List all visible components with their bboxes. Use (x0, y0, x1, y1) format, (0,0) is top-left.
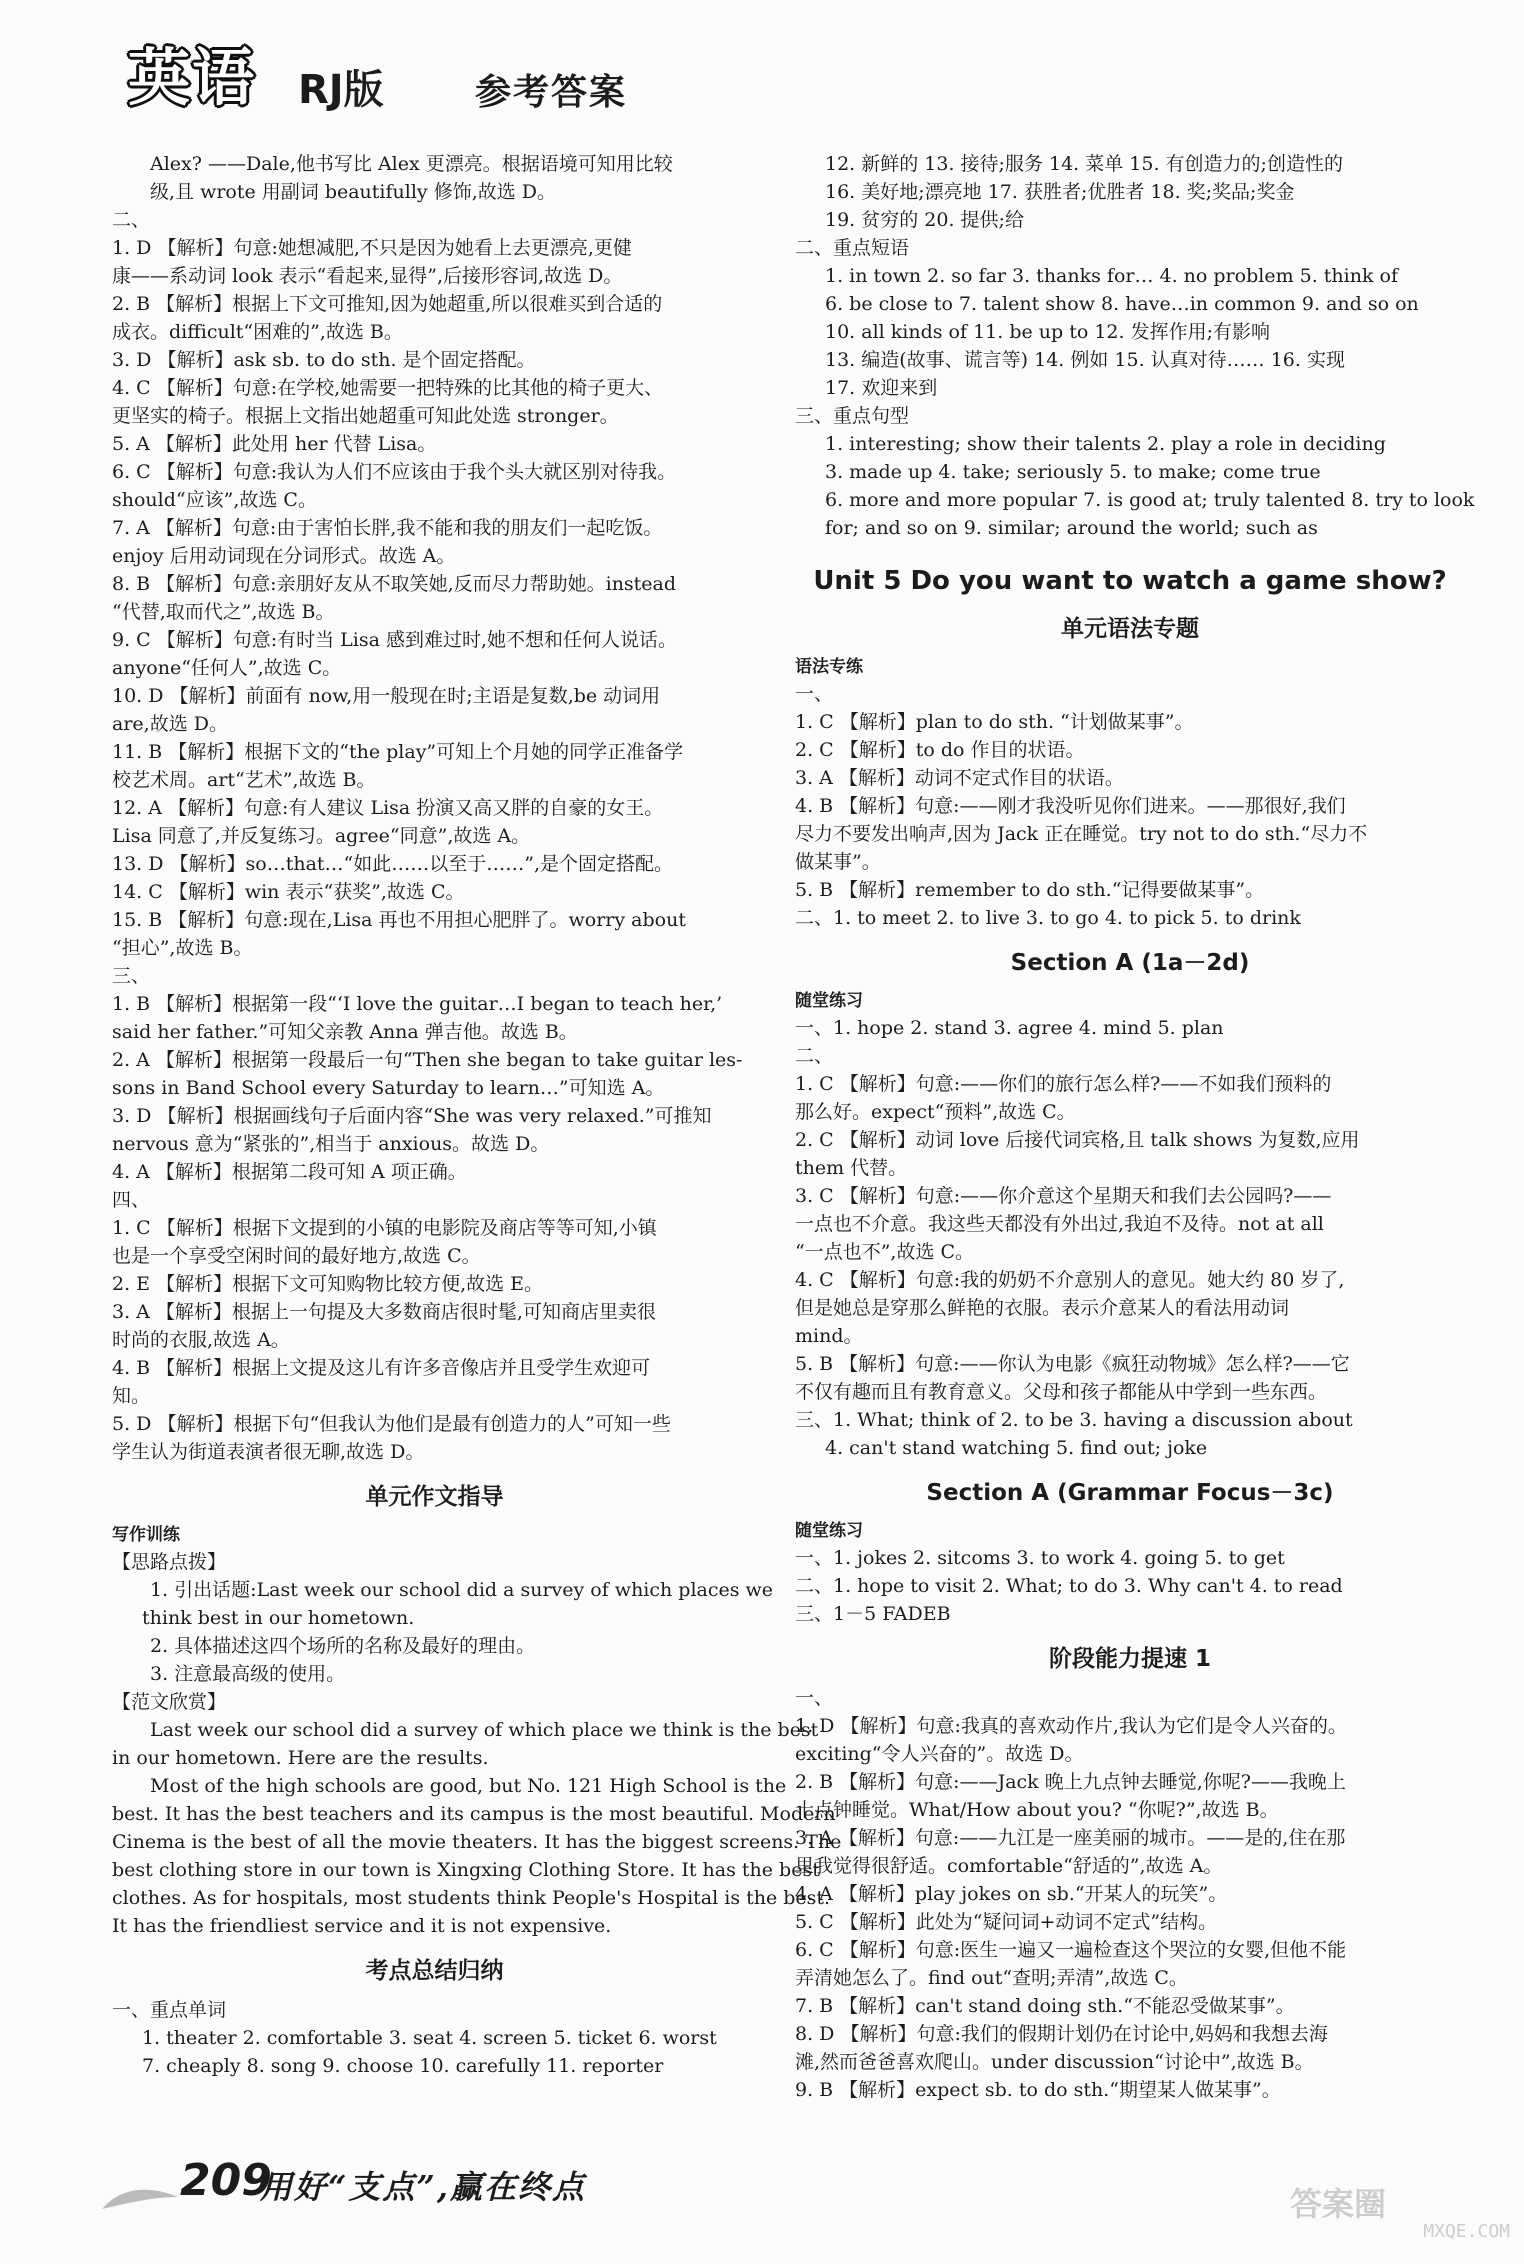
answer-line: 二、 (795, 1045, 834, 1067)
answer-line: 知。 (112, 1385, 151, 1407)
answer-line: 1. B 【解析】根据第一段“‘I love the guitar…I began to teach her,’ (112, 993, 723, 1015)
answer-line: 14. C 【解析】win 表示“获奖”,故选 C。 (112, 881, 465, 903)
answer-line: 2. 具体描述这四个场所的名称及最好的理由。 (150, 1635, 536, 1657)
answer-line: 1. 引出话题:Last week our school did a survey of which places we (150, 1579, 774, 1601)
section-heading: 单元作文指导 (365, 1484, 504, 1510)
answer-line: 4. can't stand watching 5. find out; joke (825, 1437, 1208, 1459)
subject-logo: 英语 (128, 41, 257, 114)
answer-line: 3. 注意最高级的使用。 (150, 1663, 346, 1685)
answer-line: 二、1. to meet 2. to live 3. to go 4. to pick 5. to drink (795, 907, 1301, 929)
answer-line: 2. A 【解析】根据第一段最后一句“Then she began to take guitar les- (112, 1049, 743, 1071)
answer-line: 一、1. jokes 2. sitcoms 3. to work 4. going 5. to get (795, 1547, 1285, 1569)
answer-line: 里我觉得很舒适。comfortable“舒适的”,故选 A。 (795, 1855, 1223, 1877)
answer-line: 1. D 【解析】句意:她想减肥,不只是因为她看上去更漂亮,更健 (112, 237, 632, 259)
answer-line: 1. C 【解析】plan to do sth. “计划做某事”。 (795, 711, 1194, 733)
answer-line: clothes. As for hospitals, most students think People's Hospital is the best. (112, 1887, 831, 1909)
answer-line: 11. B 【解析】根据下文的“the play”可知上个月她的同学正准备学 (112, 741, 684, 763)
answer-line: sons in Band School every Saturday to learn…”可知选 A。 (112, 1077, 665, 1099)
answer-line: 一、1. hope 2. stand 3. agree 4. mind 5. plan (795, 1017, 1224, 1039)
answer-line: 不仅有趣而且有教育意义。父母和孩子都能从中学到一些东西。 (795, 1381, 1328, 1403)
page-footer (100, 2155, 600, 2225)
answer-line: 三、1－5 FADEB (795, 1603, 951, 1625)
answer-line: 7. cheaply 8. song 9. choose 10. carefully 11. reporter (142, 2055, 664, 2077)
answer-line: 4. B 【解析】根据上文提及这儿有许多音像店并且受学生欢迎可 (112, 1357, 651, 1379)
answer-line: “一点也不”,故选 C。 (795, 1241, 975, 1263)
answer-line: 9. C 【解析】句意:有时当 Lisa 感到难过时,她不想和任何人说话。 (112, 629, 678, 651)
answer-line: 4. C 【解析】句意:我的奶奶不介意别人的意见。她大约 80 岁了, (795, 1269, 1345, 1291)
answer-line: 6. be close to 7. talent show 8. have…in common 9. and so on (825, 293, 1419, 315)
answer-line: 但是她总是穿那么鲜艳的衣服。表示介意某人的看法用动词 (795, 1297, 1290, 1319)
answer-line: 做某事”。 (795, 851, 881, 873)
answer-line: 12. 新鲜的 13. 接待;服务 14. 菜单 15. 有创造力的;创造性的 (825, 153, 1343, 175)
answer-line: 5. A 【解析】此处用 her 代替 Lisa。 (112, 433, 437, 455)
answer-line: enjoy 后用动词现在分词形式。故选 A。 (112, 545, 456, 567)
answer-line: 时尚的衣服,故选 A。 (112, 1329, 290, 1351)
answer-line: 16. 美好地;漂亮地 17. 获胜者;优胜者 18. 奖;奖品;奖金 (825, 181, 1295, 203)
answer-line: said her father.”可知父亲教 Anna 弹吉他。故选 B。 (112, 1021, 578, 1043)
answer-line: “担心”,故选 B。 (112, 937, 253, 959)
answer-line: 7. B 【解析】can't stand doing sth.“不能忍受做某事”。 (795, 1995, 1295, 2017)
watermark-url: MXQE.COM (1423, 2221, 1510, 2242)
answer-line: 1. D 【解析】句意:我真的喜欢动作片,我认为它们是令人兴奋的。 (795, 1715, 1347, 1737)
answer-line: Lisa 同意了,并反复练习。agree“同意”,故选 A。 (112, 825, 531, 847)
answer-line: 1. theater 2. comfortable 3. seat 4. screen 5. ticket 6. worst (142, 2027, 717, 2049)
answer-line: 10. all kinds of 11. be up to 12. 发挥作用;有影响 (825, 321, 1270, 343)
answer-line: 校艺术周。art“艺术”,故选 B。 (112, 769, 376, 791)
answer-line: 4. A 【解析】play jokes on sb.“开某人的玩笑”。 (795, 1883, 1228, 1905)
answer-line: 那么好。expect“预料”,故选 C。 (795, 1101, 1076, 1123)
answer-line: best clothing store in our town is Xingxing Clothing Store. It has the best (112, 1859, 820, 1881)
answer-line: 10. D 【解析】前面有 now,用一般现在时;主语是复数,be 动词用 (112, 685, 661, 707)
section-heading: 写作训练 (112, 1525, 180, 1545)
answer-line: 6. C 【解析】句意:医生一遍又一遍检查这个哭泣的女婴,但他不能 (795, 1939, 1347, 1961)
answer-line: 12. A 【解析】句意:有人建议 Lisa 扮演又高又胖的自豪的女王。 (112, 797, 664, 819)
section-heading: 随堂练习 (795, 1521, 863, 1541)
answer-line: 三、 (112, 965, 151, 987)
answer-line: 5. B 【解析】句意:——你认为电影《疯狂动物城》怎么样?——它 (795, 1353, 1350, 1375)
answer-line: 5. B 【解析】remember to do sth.“记得要做某事”。 (795, 879, 1265, 901)
page-header (110, 41, 750, 144)
answer-line: 一、 (795, 1687, 834, 1709)
page-number: 209 (180, 2155, 272, 2206)
answer-line: It has the friendliest service and it is not expensive. (112, 1915, 612, 1937)
answer-line: 【思路点拨】 (112, 1551, 227, 1573)
answer-line: 三、1. What; think of 2. to be 3. having a discussion about (795, 1409, 1353, 1431)
answer-line: 9. B 【解析】expect sb. to do sth.“期望某人做某事”。 (795, 2079, 1281, 2101)
watermark-text: 答案圈 (1290, 2185, 1387, 2223)
answer-line: 3. A 【解析】句意:——九江是一座美丽的城市。——是的,住在那 (795, 1827, 1346, 1849)
answer-line: 康——系动词 look 表示“看起来,显得”,后接形容词,故选 D。 (112, 265, 623, 287)
watermark (1290, 2185, 1510, 2256)
answer-line: 3. A 【解析】动词不定式作目的状语。 (795, 767, 1124, 789)
answer-line: should“应该”,故选 C。 (112, 489, 317, 511)
section-heading: 随堂练习 (795, 991, 863, 1011)
answer-line: 17. 欢迎来到 (825, 377, 938, 399)
answer-line: 8. D 【解析】句意:我们的假期计划仍在讨论中,妈妈和我想去海 (795, 2023, 1328, 2045)
right-column (795, 150, 1475, 2104)
answer-line: 13. 编造(故事、谎言等) 14. 例如 15. 认真对待…… 16. 实现 (825, 349, 1345, 371)
answer-line: 1. interesting; show their talents 2. play a role in deciding (825, 433, 1386, 455)
answer-line: 3. D 【解析】ask sb. to do sth. 是个固定搭配。 (112, 349, 536, 371)
answer-line: 4. A 【解析】根据第二段可知 A 项正确。 (112, 1161, 467, 1183)
answer-line: 尽力不要发出响声,因为 Jack 正在睡觉。try not to do sth.“尽力不 (795, 823, 1368, 845)
answer-line: are,故选 D。 (112, 713, 228, 735)
answer-line: 一点也不介意。我这些天都没有外出过,我迫不及待。not at all (795, 1213, 1324, 1235)
section-heading: 语法专练 (795, 657, 863, 677)
answer-line: 二、1. hope to visit 2. What; to do 3. Why can't 4. to read (795, 1575, 1343, 1597)
section-title: 参考答案 (475, 71, 628, 113)
answer-line: 3. made up 4. take; seriously 5. to make; come true (825, 461, 1321, 483)
answer-line: in our hometown. Here are the results. (112, 1747, 489, 1769)
answer-line: them 代替。 (795, 1157, 908, 1179)
answer-line: 四、 (112, 1189, 151, 1211)
answer-line: exciting“令人兴奋的”。故选 D。 (795, 1743, 1084, 1765)
answer-line: 5. D 【解析】根据下句“但我认为他们是最有创造力的人”可知一些 (112, 1413, 671, 1435)
answer-line: 3. A 【解析】根据上一句提及大多数商店很时髦,可知商店里卖很 (112, 1301, 656, 1323)
answer-line: 1. in town 2. so far 3. thanks for… 4. no problem 5. think of (825, 265, 1398, 287)
answer-line: 7. A 【解析】句意:由于害怕长胖,我不能和我的朋友们一起吃饭。 (112, 517, 663, 539)
answer-line: 【范文欣赏】 (112, 1691, 227, 1713)
answer-line: 级,且 wrote 用副词 beautifully 修饰,故选 D。 (150, 181, 557, 203)
answer-line: 8. B 【解析】句意:亲朋好友从不取笑她,反而尽力帮助她。instead (112, 573, 677, 595)
answer-line: 一、 (795, 683, 834, 705)
answer-line: Cinema is the best of all the movie theaters. It has the biggest screens. The (112, 1831, 842, 1853)
answer-line: 二、 (112, 209, 151, 231)
answer-line: think best in our hometown. (142, 1607, 415, 1629)
answer-line: 2. C 【解析】to do 作目的状语。 (795, 739, 1085, 761)
section-heading: 考点总结归纳 (365, 1958, 504, 1984)
section-heading: Section A (Grammar Focus－3c) (926, 1480, 1334, 1506)
answer-line: 13. D 【解析】so…that…“如此……以至于……”,是个固定搭配。 (112, 853, 674, 875)
answer-line: 15. B 【解析】句意:现在,Lisa 再也不用担心肥胖了。worry about (112, 909, 686, 931)
answer-line: 十点钟睡觉。What/How about you? “你呢?”,故选 B。 (795, 1799, 1279, 1821)
answer-line: 4. C 【解析】句意:在学校,她需要一把特殊的比其他的椅子更大、 (112, 377, 664, 399)
answer-line: nervous 意为“紧张的”,相当于 anxious。故选 D。 (112, 1133, 550, 1155)
section-heading: 阶段能力提速 1 (1048, 1646, 1211, 1672)
answer-line: 滩,然而爸爸喜欢爬山。under discussion“讨论中”,故选 B。 (795, 2051, 1314, 2073)
answer-line: best. It has the best teachers and its campus is the most beautiful. Modern (112, 1803, 836, 1825)
answer-line: 3. C 【解析】句意:——你介意这个星期天和我们去公园吗?—— (795, 1185, 1332, 1207)
answer-line: 一、重点单词 (112, 1999, 227, 2021)
answer-line: 弄清她怎么了。find out“查明;弄清”,故选 C。 (795, 1967, 1188, 1989)
answer-line: 5. C 【解析】此处为“疑问词+动词不定式”结构。 (795, 1911, 1218, 1933)
answer-line: 三、重点句型 (795, 405, 910, 427)
answer-line: Most of the high schools are good, but No. 121 High School is the (150, 1775, 787, 1797)
answer-line: 19. 贫穷的 20. 提供;给 (825, 209, 1024, 231)
footer-slogan: 用好“支点”,赢在终点 (260, 2168, 586, 2206)
answer-line: 1. C 【解析】句意:——你们的旅行怎么样?——不如我们预料的 (795, 1073, 1332, 1095)
answer-line: 也是一个享受空闲时间的最好地方,故选 C。 (112, 1245, 481, 1267)
answer-line: 2. E 【解析】根据下文可知购物比较方便,故选 E。 (112, 1273, 544, 1295)
section-heading: Section A (1a－2d) (1010, 950, 1250, 976)
answer-line: 4. B 【解析】句意:——刚才我没听见你们进来。——那很好,我们 (795, 795, 1346, 817)
answer-line: 成衣。difficult“困难的”,故选 B。 (112, 321, 403, 343)
section-heading: 单元语法专题 (1061, 616, 1199, 642)
answer-line: 3. D 【解析】根据画线句子后面内容“She was very relaxed.”可推知 (112, 1105, 712, 1127)
answer-line: 学生认为街道表演者很无聊,故选 D。 (112, 1441, 425, 1463)
answer-line: 1. C 【解析】根据下文提到的小镇的电影院及商店等等可知,小镇 (112, 1217, 657, 1239)
answer-line: Last week our school did a survey of which place we think is the best (150, 1719, 819, 1741)
answer-line: 2. B 【解析】根据上下文可推知,因为她超重,所以很难买到合适的 (112, 293, 663, 315)
answer-line: 6. more and more popular 7. is good at; truly talented 8. try to look (825, 489, 1475, 511)
answer-line: 6. C 【解析】句意:我认为人们不应该由于我个头大就区别对待我。 (112, 461, 677, 483)
edition-label: RJ版 (298, 67, 384, 113)
answer-line: anyone“任何人”,故选 C。 (112, 657, 342, 679)
section-heading: Unit 5 Do you want to watch a game show? (813, 566, 1447, 596)
leaf-decoration-icon (100, 2183, 180, 2213)
answer-line: 二、重点短语 (795, 237, 910, 259)
answer-line: 2. C 【解析】动词 love 后接代词宾格,且 talk shows 为复数,应用 (795, 1129, 1360, 1151)
answer-line: 更坚实的椅子。根据上文指出她超重可知此处选 stronger。 (112, 405, 619, 427)
answer-line: mind。 (795, 1325, 863, 1347)
answer-line: “代替,取而代之”,故选 B。 (112, 601, 335, 623)
answer-line: Alex? ——Dale,他书写比 Alex 更漂亮。根据语境可知用比较 (150, 153, 673, 175)
answer-line: for; and so on 9. similar; around the world; such as (825, 517, 1318, 539)
answer-line: 2. B 【解析】句意:——Jack 晚上九点钟去睡觉,你呢?——我晚上 (795, 1771, 1346, 1793)
